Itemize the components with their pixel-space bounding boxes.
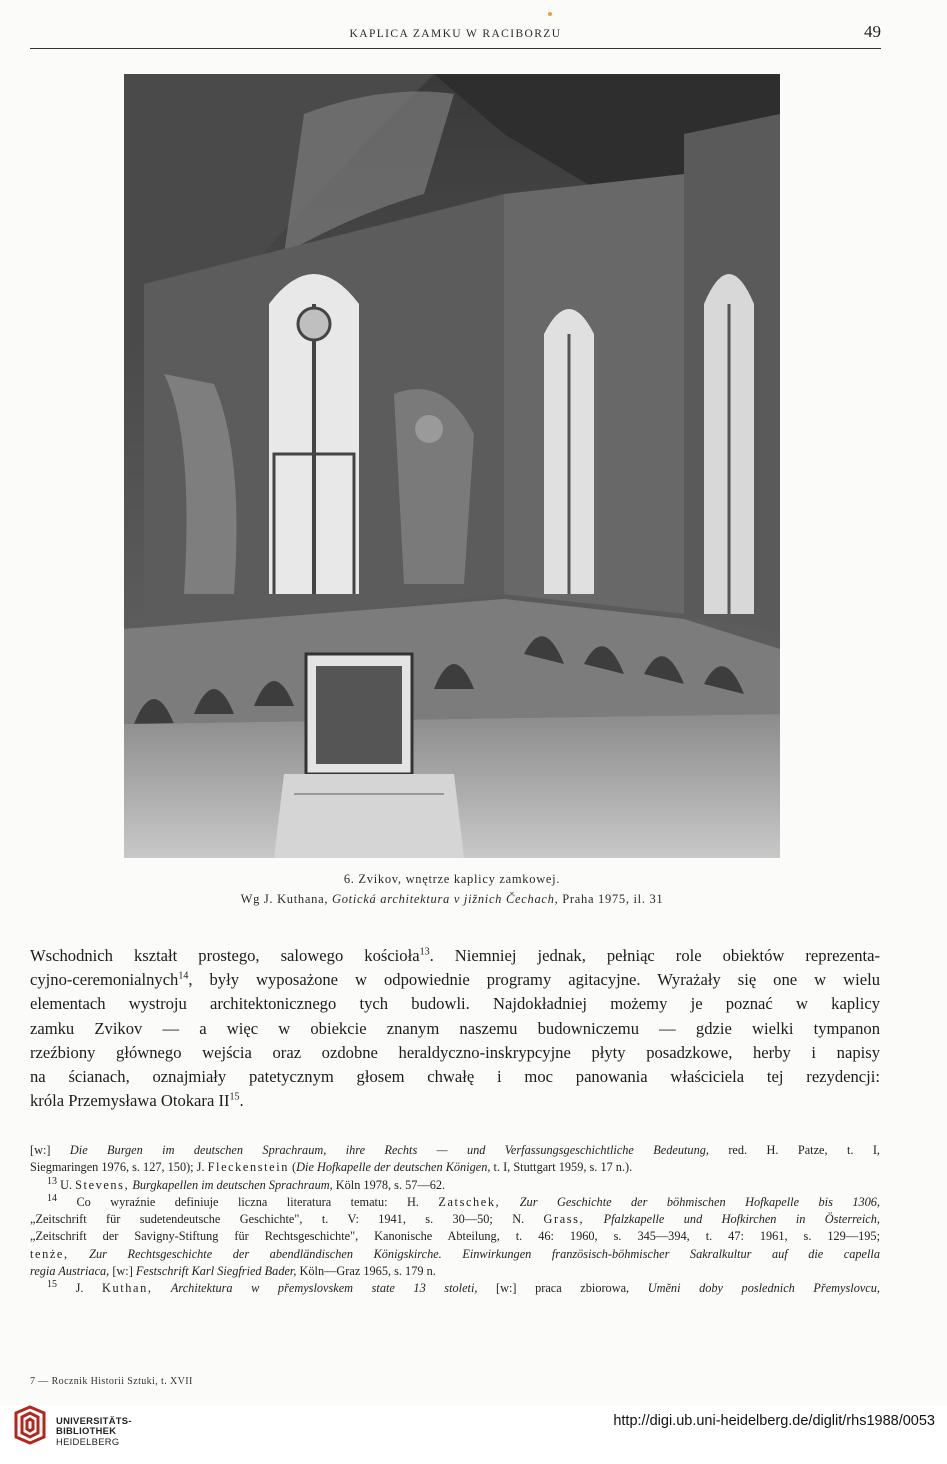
footnotes <box>30 1142 880 1298</box>
footnote-line: [w:] Die Burgen im deutschen Sprachraum, ihre Rechts — und Verfassungsgeschichtliche Bedeutung, red. H. Patze, t. I, <box>30 1143 881 1157</box>
chapel-interior-illustration <box>124 74 780 858</box>
viewer-footer <box>0 1405 947 1464</box>
footnote-line: „Zeitschrift für sudetendeutsche Geschichte", t. V: 1941, s. 30—50; N. Grass, Pfalzkapelle und Hofkirchen in Österreich, <box>30 1212 880 1227</box>
scan-mark <box>548 12 552 16</box>
caption-publication: Praha 1975, il. 31 <box>558 892 664 906</box>
body-line: cyjno-ceremonialnych$^{14}$, były wyposażone w odpowiednie programy agitacyjne. Wyrażały się one w wielu <box>30 970 880 990</box>
running-title: KAPLICA ZAMKU W RACIBORZU <box>349 28 562 40</box>
footnote-line: „Zeitschrift der Savigny-Stiftung für Rechtsgeschichte", Kanonische Abteilung, t. 46: 1960, s. 345—394, t. 47: 1961, s. 129—195; <box>30 1229 880 1244</box>
body-line: króla Przemysława Otokara II$^{15}$. <box>30 1091 244 1111</box>
caption-book-title: Gotická architektura v jižnich Čechach, <box>331 892 559 906</box>
footnote-line: Siegmaringen 1976, s. 127, 150); J. Fleckenstein (Die Hofkapelle der deutschen Königen, t. I, Stuttgart 1959, s. 17 n.). <box>30 1160 633 1175</box>
university-library-logo-icon <box>10 1405 50 1445</box>
footnote-ref[interactable]: 15 <box>229 1091 240 1103</box>
body-paragraph <box>30 944 880 1113</box>
footnote-13: $^{13}$ U. Stevens, Burgkapellen im deutschen Sprachraum, Köln 1978, s. 57—62. <box>47 1175 446 1192</box>
body-line: rzeźbiony głównego wejścia oraz ozdobne heraldyczno-inskrypcyjne płyty posadzkowe, herby i napisy <box>30 1042 880 1062</box>
footnote-ref[interactable]: 14 <box>178 970 189 982</box>
figure-caption-line-2 <box>124 892 780 907</box>
body-line: Wschodnich kształt prostego, salowego kościoła$^{13}$. Niemniej jednak, pełniąc role obiektów reprezenta- <box>30 946 880 965</box>
body-line: zamku Zvikov — a więc w obiekcie znanym naszemu budowniczemu — gdzie wielki tympanon <box>30 1018 880 1038</box>
footnote-14: $^{14}$ Co wyraźnie definiuje liczna literatura tematu: H. Zatschek, Zur Geschichte der böhmischen Hofkapelle bis 1306, <box>47 1192 880 1209</box>
body-line: na ścianach, oznajmiały patetycznym głosem chwałę i moc panowania właściciela tej rezydencji: <box>30 1067 880 1087</box>
caption-credit: Wg J. Kuthana, <box>240 892 332 906</box>
body-line: elementach wystroju architektonicznego tych budowli. Najdokładniej możemy je poznać w kaplicy <box>30 994 880 1014</box>
footnote-line: tenże, Zur Rechtsgeschichte der abendländischen Königskirche. Einwirkungen französisch-böhmischer Sakralkultur auf die capella <box>30 1246 880 1261</box>
footnote-ref[interactable]: 13 <box>419 946 430 958</box>
running-head <box>30 22 881 49</box>
source-url-link[interactable]: http://digi.ub.uni-heidelberg.de/diglit/rhs1988/0053 <box>613 1413 935 1429</box>
footnote-line: regia Austriaca, [w:] Festschrift Karl Siegfried Bader, Köln—Graz 1965, s. 179 n. <box>30 1264 436 1279</box>
library-name: UNIVERSITÄTS- BIBLIOTHEK HEIDELBERG <box>56 1415 132 1447</box>
figure-caption-line-1: 6. Zvikov, wnętrze kaplicy zamkowej. <box>343 872 561 886</box>
page-number: 49 <box>864 22 881 41</box>
journal-signature: 7 — Rocznik Historii Sztuki, t. XVII <box>30 1376 193 1387</box>
chapel-photograph <box>124 74 780 858</box>
footnote-15: $^{15}$ J. Kuthan, Architektura w přemyslovskem state 13 stoleti, [w:] praca zbiorowa, Umĕni doby poslednich Přemyslovcu, <box>47 1279 880 1296</box>
